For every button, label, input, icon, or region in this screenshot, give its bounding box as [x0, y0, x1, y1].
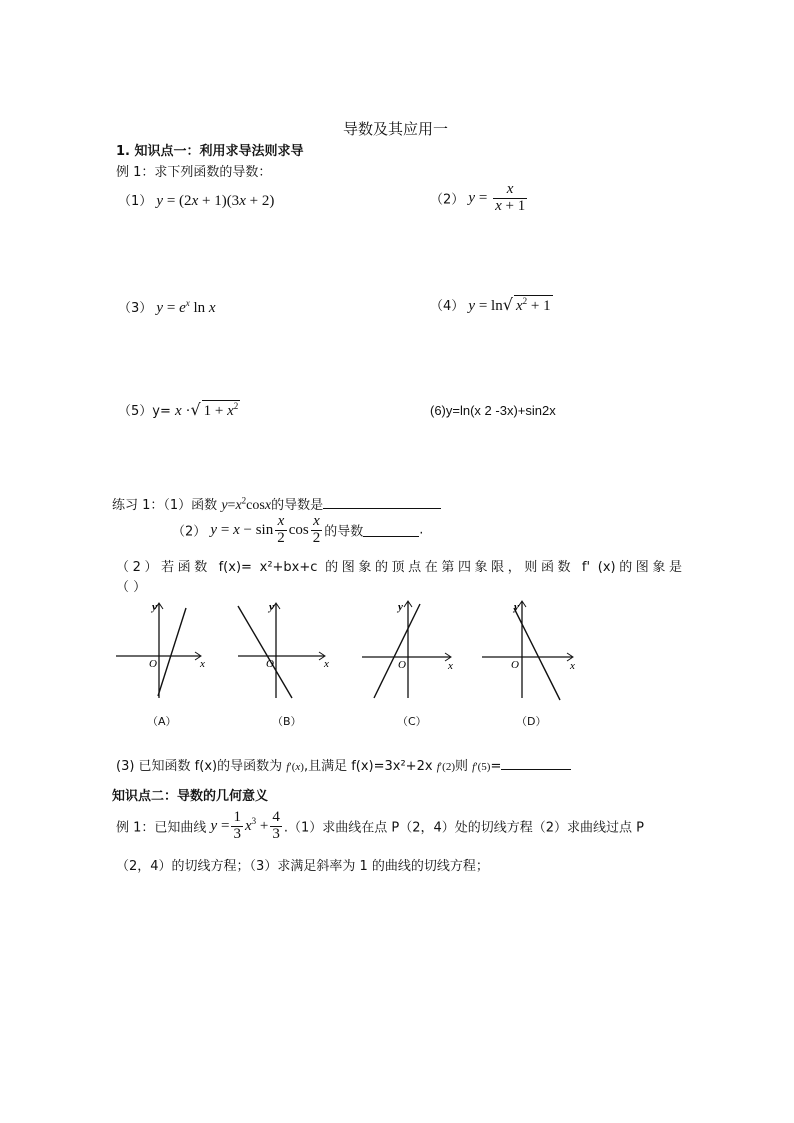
- example-2-formula: y = $\frac{1}{3}$ $x^3$ + $\frac{4}{3}$: [210, 809, 280, 842]
- exercise-1-part-2-prefix: （2）: [172, 524, 207, 540]
- graph-d-line: [514, 608, 560, 700]
- graph-a-y-label: y: [152, 601, 157, 613]
- graph-b-x-label: x: [324, 658, 329, 670]
- example-2-line-2: （2，4）的切线方程；（3）求满足斜率为 1 的曲线的切线方程；: [116, 859, 489, 874]
- exercise-1-q3-middle: ,且满足 f(x)=3x²+2x: [303, 759, 433, 774]
- problem-3-formula: $y = e^x$ ln x: [156, 298, 216, 316]
- exercise-1-q3-prefix: (3) 已知函数 f(x)的导函数为: [116, 759, 283, 774]
- exercise-1-part-2-suffix: 的导数: [324, 524, 364, 540]
- example-2: [116, 810, 644, 843]
- exercise-1-part-2-end: .: [419, 522, 424, 538]
- problem-4: [430, 295, 553, 315]
- problem-1-label: （1）: [118, 194, 153, 209]
- graph-a-x-label: x: [200, 658, 205, 670]
- exercise-1-q3-derivative: f′(x): [286, 761, 304, 773]
- exercise-1-part-2-blank[interactable]: [363, 524, 419, 537]
- exercise-1-q3-f2: f′(2): [436, 761, 455, 773]
- problem-5-label: （5）: [118, 404, 153, 419]
- problem-1: [118, 190, 274, 210]
- graph-a-label: （A）: [147, 715, 177, 728]
- graph-b[interactable]: [236, 600, 336, 700]
- graph-a[interactable]: [112, 600, 212, 700]
- problem-2-formula: y = $\frac{x}{x + 1}$: [468, 181, 526, 214]
- problem-1-formula: y = (2x + 1)(3x + 2): [156, 193, 275, 209]
- exercise-1-part-2: [172, 514, 423, 547]
- graph-c[interactable]: [360, 598, 460, 700]
- graph-a-origin: O: [149, 658, 157, 670]
- exercise-1-part-1: [112, 494, 441, 514]
- exercise-1-part-2-formula: y = x − sin $\frac{x}{2}$ cos $\frac{x}{2}$: [210, 513, 321, 546]
- answer-parentheses[interactable]: （ ）: [116, 580, 147, 595]
- graph-c-origin: O: [398, 659, 406, 671]
- graph-c-x-label: x: [448, 660, 453, 672]
- graph-c-label: （C）: [397, 715, 427, 728]
- graph-b-origin: O: [266, 658, 274, 670]
- exercise-1-part-1-suffix: 的导数是: [271, 498, 324, 513]
- graph-b-line: [238, 606, 292, 698]
- problem-4-formula: y = ln√ $x^2 + 1$: [468, 295, 551, 314]
- graph-b-label: （B）: [272, 715, 302, 728]
- problem-2: [430, 182, 529, 215]
- graph-d-x-label: x: [570, 660, 575, 672]
- problem-5-formula: x ·√ $1 + x^2$: [175, 400, 239, 419]
- exercise-1-q3-end: =: [490, 759, 502, 774]
- problem-3-label: （3）: [118, 301, 153, 316]
- graph-d-y-label: y: [514, 601, 519, 613]
- section-heading-2: 知识点二：导数的几何意义: [112, 789, 269, 804]
- problem-5: [118, 400, 240, 420]
- exercise-1-part-1-prefix: 练习 1：（1）函数: [112, 498, 218, 513]
- graph-c-y-label: y: [398, 601, 403, 613]
- exercise-1-q3-then: 则: [454, 759, 468, 774]
- graph-a-line: [158, 608, 186, 696]
- exercise-1-q3-blank[interactable]: [501, 757, 571, 770]
- exercise-1-part-1-formula: $y=x^2\cos x$: [221, 495, 272, 513]
- graph-b-y-label: y: [269, 601, 274, 613]
- graph-d-label: （D）: [516, 715, 547, 728]
- problem-3: [118, 297, 216, 317]
- example-1-intro: 例 1：求下列函数的导数：: [116, 165, 272, 180]
- problem-2-label: （2）: [430, 192, 465, 208]
- graph-c-line: [374, 604, 420, 698]
- problem-4-label: （4）: [430, 299, 465, 314]
- exercise-1-question-3: [116, 755, 571, 774]
- graph-d[interactable]: [480, 598, 580, 702]
- graph-d-origin: O: [511, 659, 519, 671]
- example-2-prefix: 例 1：已知曲线: [116, 820, 207, 836]
- exercise-1-q3-f5: f′(5): [472, 761, 491, 773]
- section-heading-1: 1. 知识点一：利用求导法则求导: [116, 144, 304, 159]
- exercise-1-question-2: （2）若函数 f(x)= x²+bx+c 的图象的顶点在第四象限，则函数 f' (x)的图象是: [116, 560, 682, 575]
- page-title: 导数及其应用一: [343, 120, 449, 138]
- example-2-suffix: .（1）求曲线在点 P（2，4）处的切线方程（2）求曲线过点 P: [283, 820, 644, 836]
- problem-5-prefix: y=: [152, 404, 171, 419]
- exercise-1-part-1-blank[interactable]: [323, 496, 441, 509]
- problem-6: (6)y=ln(x 2 -3x)+sin2x: [430, 403, 556, 418]
